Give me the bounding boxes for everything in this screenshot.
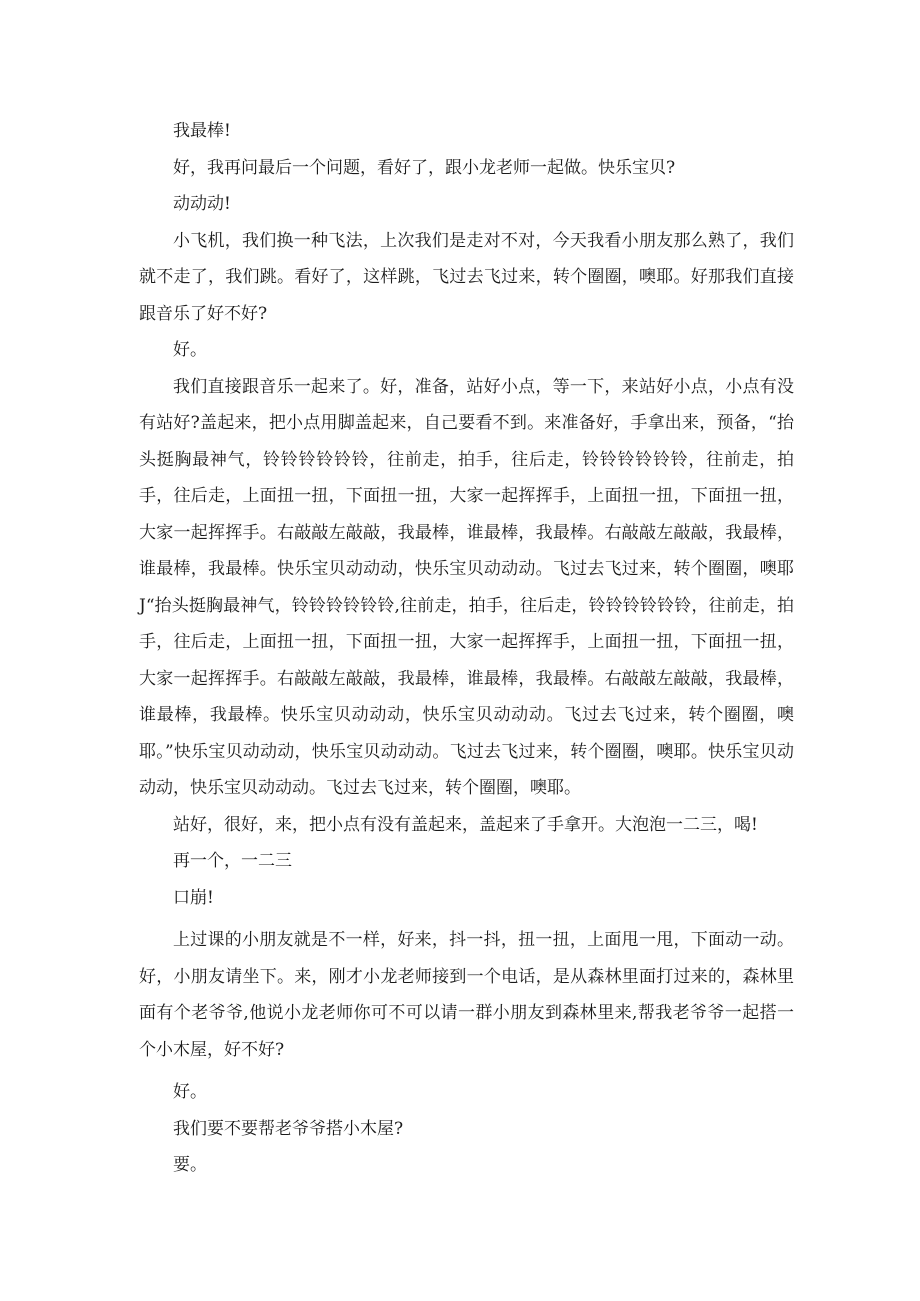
paragraph-6: 我们直接跟音乐一起来了。好，准备，站好小点，等一下，来站好小点，小点有没有站好?盖起来，把小点用脚盖起来，自己要看不到。来准备好，手拿出来，预备，“抬头挺胸最神气，铃铃铃铃铃铃，往前走，拍手，往后走，铃铃铃铃铃铃，往前走，拍手，往后走，上面扭一扭，下面扭一扭，大家一起挥挥手，上面扭一扭，下面扭一扭，大家一起挥挥手。右敲敲左敲敲，我最棒，谁最棒，我最棒。右敲敲左敲敲，我最棒，谁最棒，我最棒。快乐宝贝动动动，快乐宝贝动动动。飞过去飞过来，转个圈圈，噢耶J“抬头挺胸最神气，铃铃铃铃铃铃,往前走，拍手，往后走，铃铃铃铃铃铃，往前走，拍手，往后走，上面扭一扭，下面扭一扭，大家一起挥挥手，上面扭一扭，下面扭一扭，大家一起挥挥手。右敲敲左敲敲，我最棒，谁最棒，我最棒。右敲敲左敲敲，我最棒，谁最棒，我最棒。快乐宝贝动动动，快乐宝贝动动动。飞过去飞过来，转个圈圈，噢耶。”快乐宝贝动动动，快乐宝贝动动动。飞过去飞过来，转个圈圈，噢耶。快乐宝贝动动动，快乐宝贝动动动。飞过去飞过来，转个圈圈，噢耶。 (139, 376, 794, 798)
paragraph-2: 好，我再问最后一个问题，看好了，跟小龙老师一起做。快乐宝贝? (173, 157, 676, 178)
paragraph-7: 站好，很好，来，把小点有没有盖起来，盖起来了手拿开。大泡泡一二三，喝! (173, 814, 758, 835)
paragraph-13: 要。 (173, 1155, 207, 1175)
paragraph-12: 我们要不要帮老爷爷搭小木屋? (173, 1118, 404, 1139)
paragraph-10: 上过课的小朋友就是不一样，好来，抖一抖，扭一扭，上面甩一甩，下面动一动。好，小朋友请坐下。来，刚才小龙老师接到一个电话，是从森林里面打过来的，森林里面有个老爷爷,他说小龙老师你可不可以请一群小朋友到森林里来,帮我老爷爷一起搭一个小木屋，好不好? (139, 930, 794, 1060)
paragraph-1: 我最棒! (173, 121, 231, 141)
paragraph-8: 再一个，一二三 (173, 851, 292, 871)
paragraph-5: 好。 (173, 340, 207, 360)
paragraph-11: 好。 (173, 1082, 207, 1102)
paragraph-9: 口崩! (173, 887, 214, 908)
paragraph-4: 小飞机，我们换一种飞法，上次我们是走对不对，今天我看小朋友那么熟了，我们就不走了，我们跳。看好了，这样跳，飞过去飞过来，转个圈圈，噢耶。好那我们直接跟音乐了好不好? (139, 230, 794, 324)
document-body (139, 113, 794, 1184)
paragraph-3: 动动动! (173, 194, 231, 214)
